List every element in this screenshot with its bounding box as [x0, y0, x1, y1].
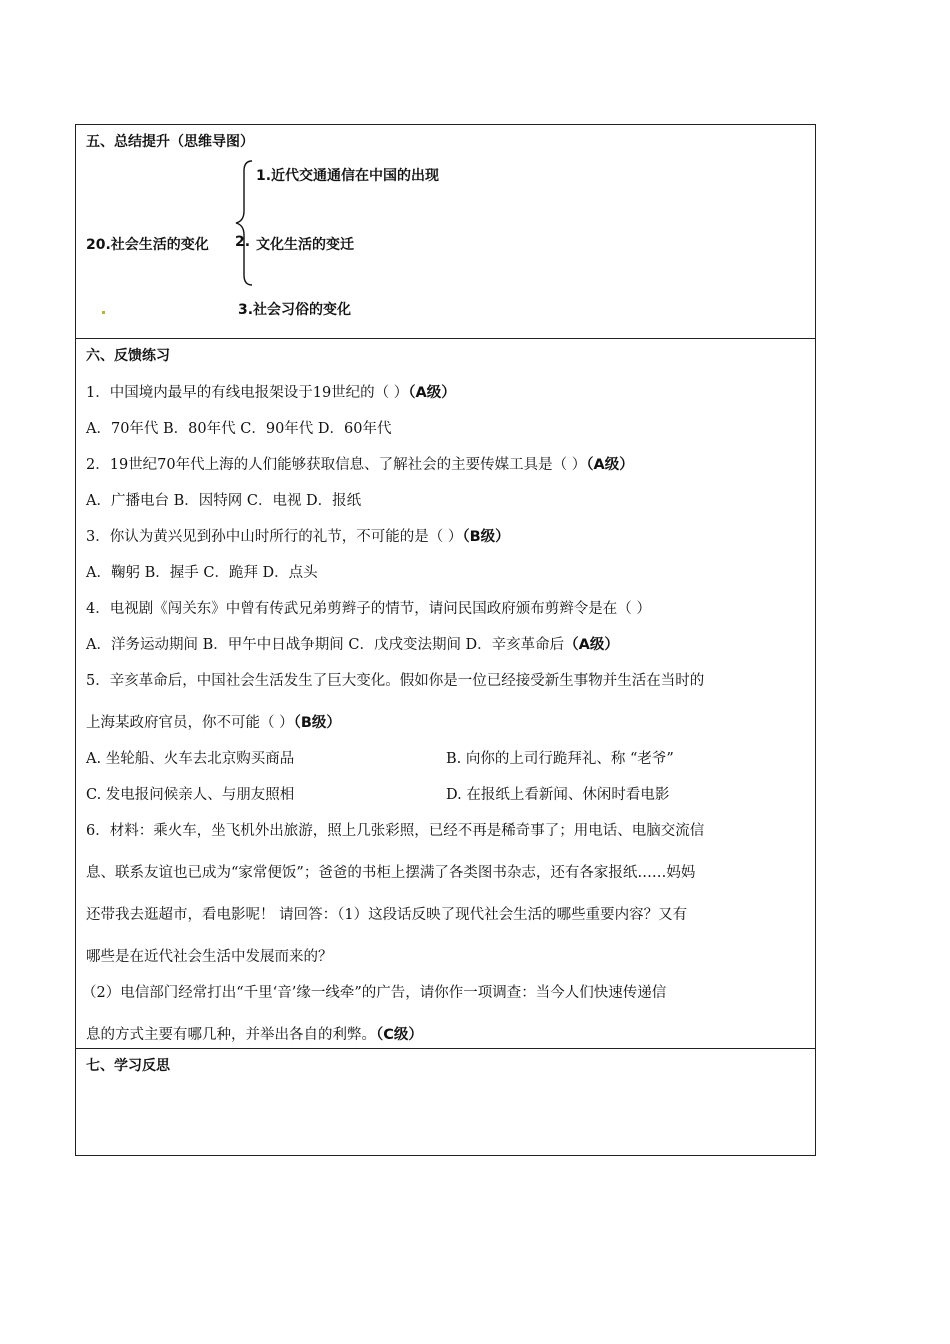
- question-5-option-c: C. 发电报问候亲人、与朋友照相: [86, 787, 295, 803]
- question-6-line-1: 6．材料：乘火车，坐飞机外出旅游，照上几张彩照，已经不再是稀奇事了；用电话、电脑交流信: [86, 823, 705, 839]
- mindmap-root: 20.社会生活的变化: [86, 237, 209, 253]
- worksheet-table: [75, 124, 816, 1156]
- question-1-level: （A级）: [408, 385, 456, 401]
- reflection-heading: 七、学习反思: [86, 1058, 170, 1074]
- mindmap-branch-2-number: 2.: [235, 234, 251, 250]
- question-2: [86, 453, 634, 474]
- practice-section: [75, 338, 816, 1048]
- question-5-option-a: A. 坐轮船、火车去北京购买商品: [86, 751, 295, 767]
- reflection-section: [75, 1048, 816, 1156]
- question-6-line-5: （2）电信部门经常打出“千里‘音’缘一线牵”的广告，请你作一项调查：当今人们快速传递信: [82, 985, 667, 1001]
- question-6-line-2: 息、联系友谊也已成为“家常便饭”；爸爸的书柜上摆满了各类图书杂志，还有各家报纸……妈妈: [86, 865, 696, 881]
- question-3: [86, 525, 510, 546]
- question-5-line-2-row: [86, 711, 341, 732]
- question-2-level: （A级）: [586, 457, 634, 473]
- question-5-level: （B级）: [293, 715, 341, 731]
- question-5-line-1: 5．辛亥革命后，中国社会生活发生了巨大变化。假如你是一位已经接受新生事物并生活在当时的: [86, 673, 705, 689]
- question-4-text: 4．电视剧《闯关东》中曾有传武兄弟剪辫子的情节，请问民国政府颁布剪辫令是在（ ）: [86, 601, 651, 617]
- question-6-line-3: 还带我去逛超市，看电影呢！ 请回答：（1）这段话反映了现代社会生活的哪些重要内容？又有: [86, 907, 688, 923]
- question-4-level: （A级）: [564, 637, 619, 653]
- practice-heading: 六、反馈练习: [86, 348, 170, 364]
- question-4-options: A．洋务运动期间 B．甲午中日战争期间 C．戊戌变法期间 D．辛亥革命后: [86, 637, 565, 653]
- mindmap-branch-3: 3.社会习俗的变化: [238, 302, 352, 318]
- mindmap-branch-2: 文化生活的变迁: [256, 237, 354, 253]
- question-1: [86, 381, 456, 402]
- question-2-options: A．广播电台 B．因特网 C．电视 D．报纸: [86, 493, 362, 509]
- stray-mark: [102, 311, 105, 314]
- question-2-text: 2．19世纪70年代上海的人们能够获取信息、了解社会的主要传媒工具是（ ）: [86, 457, 587, 473]
- question-3-text: 3．你认为黄兴见到孙中山时所行的礼节，不可能的是（ ）: [86, 529, 463, 545]
- question-6-line-6-row: [86, 1023, 423, 1044]
- question-4-options-row: [86, 633, 619, 654]
- question-1-text: 1．中国境内最早的有线电报架设于19世纪的（ ）: [86, 385, 409, 401]
- mindmap-branch-1: 1.近代交通通信在中国的出现: [256, 168, 440, 184]
- question-1-options: A．70年代 B．80年代 C．90年代 D．60年代: [86, 421, 392, 437]
- question-3-options: A．鞠躬 B．握手 C．跪拜 D．点头: [86, 565, 318, 581]
- question-5-option-d: D. 在报纸上看新闻、休闲时看电影: [446, 787, 670, 803]
- question-6-level: （C级）: [376, 1027, 423, 1043]
- question-5-option-b: B. 向你的上司行跪拜礼、称 “老爷”: [446, 751, 674, 767]
- mindmap-brace: [232, 159, 256, 287]
- question-3-level: （B级）: [462, 529, 510, 545]
- question-6-line-4: 哪些是在近代社会生活中发展而来的？: [86, 949, 333, 965]
- summary-heading: 五、总结提升（思维导图）: [86, 134, 254, 150]
- question-6-line-6: 息的方式主要有哪几种，并举出各自的利弊。: [86, 1027, 376, 1043]
- question-5-line-2: 上海某政府官员，你不可能（ ）: [86, 715, 294, 731]
- summary-section: [75, 124, 816, 338]
